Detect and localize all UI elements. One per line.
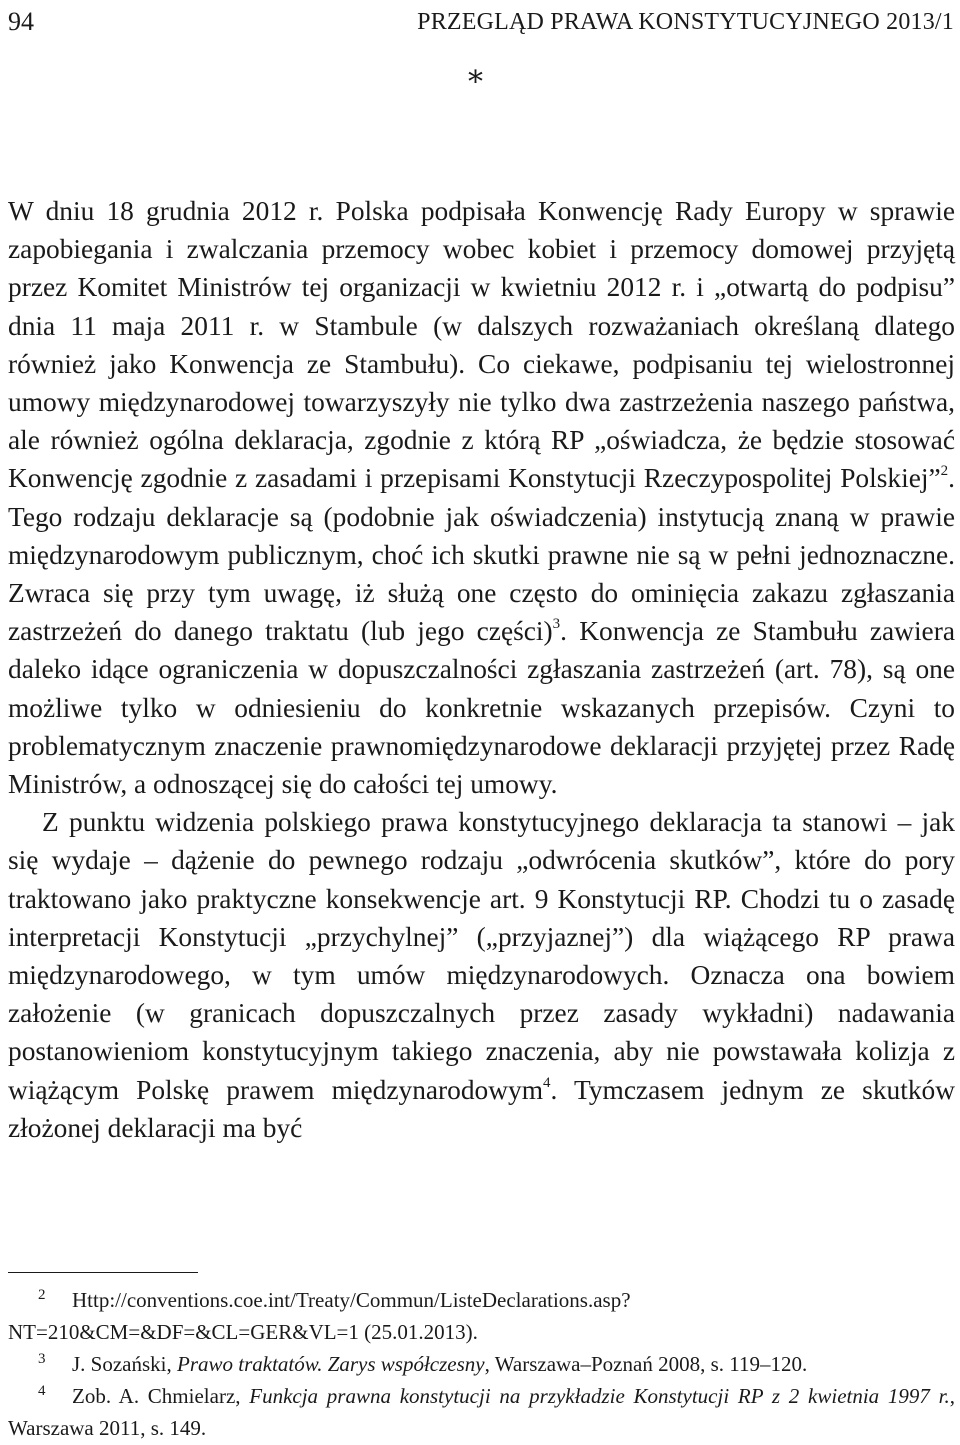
section-ornament: ⁎: [468, 56, 483, 89]
footnote-author: J. Sozański,: [72, 1352, 177, 1376]
paragraph-text: . Tego rodzaju deklaracje są (podobnie jak oświadczenia) instytucją znaną w prawie międzynarodowym publicznym, choć ich skutki prawne nie są w pełni jednoznaczne. Zwraca się przy tym uwagę, iż służą one często do ominięcia zakazu zgłaszania zastrzeżeń do danego traktatu (lub jego części): [8, 463, 955, 647]
page-number: 94: [8, 7, 34, 36]
paragraph-text: Z punktu widzenia polskiego prawa konstytucyjnego deklaracja ta stanowi – jak się wydaje – dążenie do pewnego rodzaju „odwrócenia skutków”, które do pory traktowano jako praktyczne konsekwencje art. 9 Konstytucji RP. Chodzi tu o zasadę interpretacji Konstytucji „przychylnej” („przyjaznej”) dla wiążącego RP prawa międzynarodowego, w tym umów międzynarodowych. Oznacza ona bowiem założenie (w granicach dopuszczalnych przez zasady wykładni) nadawania postanowieniom konstytucyjnym takiego znaczenia, aby nie powstawała kolizja z wiążącym Polskę prawem międzynarodowym: [8, 807, 955, 1105]
body-text: [8, 192, 955, 1147]
footnote-text: Http://conventions.coe.int/Treaty/Commun/ListeDeclarations.asp? NT=210&CM=&DF=&CL=GER&VL=1 (25.01.2013).: [8, 1288, 631, 1344]
footnote-title: Prawo traktatów. Zarys współczesny: [177, 1352, 485, 1376]
footnote-3: 3 J. Sozański, Prawo traktatów. Zarys współczesny, Warszawa–Poznań 2008, s. 119–120.: [38, 1351, 808, 1376]
footnote-text: , Warszawa 2011, s. 149.: [8, 1384, 955, 1440]
footnote-text: , Warszawa–Poznań 2008, s. 119–120.: [484, 1352, 808, 1376]
footnote-ref-3[interactable]: 3: [552, 616, 561, 633]
footnote-title: Funkcja prawna konstytucji na przykładzie Konstytucji RP z 2 kwietnia 1997 r.: [249, 1384, 950, 1408]
paragraph-text: W dniu 18 grudnia 2012 r. Polska podpisała Konwencję Rady Europy w sprawie zapobiegania i zwalczania przemocy wobec kobiet i przemocy domowej przyjętą przez Komitet Ministrów tej organizacji w kwietniu 2012 r. i „otwartą do podpisu” dnia 11 maja 2011 r. w Stambule (w dalszych rozważaniach określaną dlatego również jako Konwencja ze Stambułu). Co ciekawe, podpisaniu tej wielostronnej umowy międzynarodowej towarzyszyły nie tylko dwa zastrzeżenia naszego państwa, ale również ogólna deklaracja, zgodnie z którą RP „oświadcza, że będzie stosować Konwencję zgodnie z zasadami i przepisami Konstytucji Rzeczypospolitej Polskiej”: [8, 196, 955, 494]
footnote-author: Zob. A. Chmielarz,: [72, 1384, 250, 1408]
running-title: PRZEGLĄD PRAWA KONSTYTUCYJNEGO 2013/1: [417, 9, 954, 35]
footnote-ref-4[interactable]: 4: [543, 1074, 551, 1091]
page-header: [8, 2, 954, 42]
footnote-2: 2 Http://conventions.coe.int/Treaty/Commun/ListeDeclarations.asp? NT=210&CM=&DF=&CL=GER&VL=1 (25.01.2013).: [8, 1287, 631, 1344]
paragraph-text: . Tymczasem jednym ze skutków złożonej deklaracji ma być: [8, 1074, 955, 1143]
footnotes: [8, 1284, 955, 1444]
footnote-divider: [8, 1272, 198, 1273]
paragraph-1: [8, 192, 955, 803]
paragraph-2: [8, 803, 955, 1147]
footnote-4: 4 Zob. A. Chmielarz, Funkcja prawna konstytucji na przykładzie Konstytucji RP z 2 kwietnia 1997 r., Warszawa 2011, s. 149.: [8, 1383, 955, 1440]
footnote-ref-2[interactable]: 2: [940, 463, 949, 480]
paragraph-text: . Konwencja ze Stambułu zawiera daleko idące ograniczenia w dopuszczalności zgłaszania zastrzeżeń (art. 78), są one możliwe tylko w odniesieniu do konkretnie wskazanych przepisów. Czyni to problematycznym znaczenie prawnomiędzynarodowe deklaracji przyjętej przez Radę Ministrów, a odnoszącej się do całości tej umowy.: [8, 616, 955, 800]
